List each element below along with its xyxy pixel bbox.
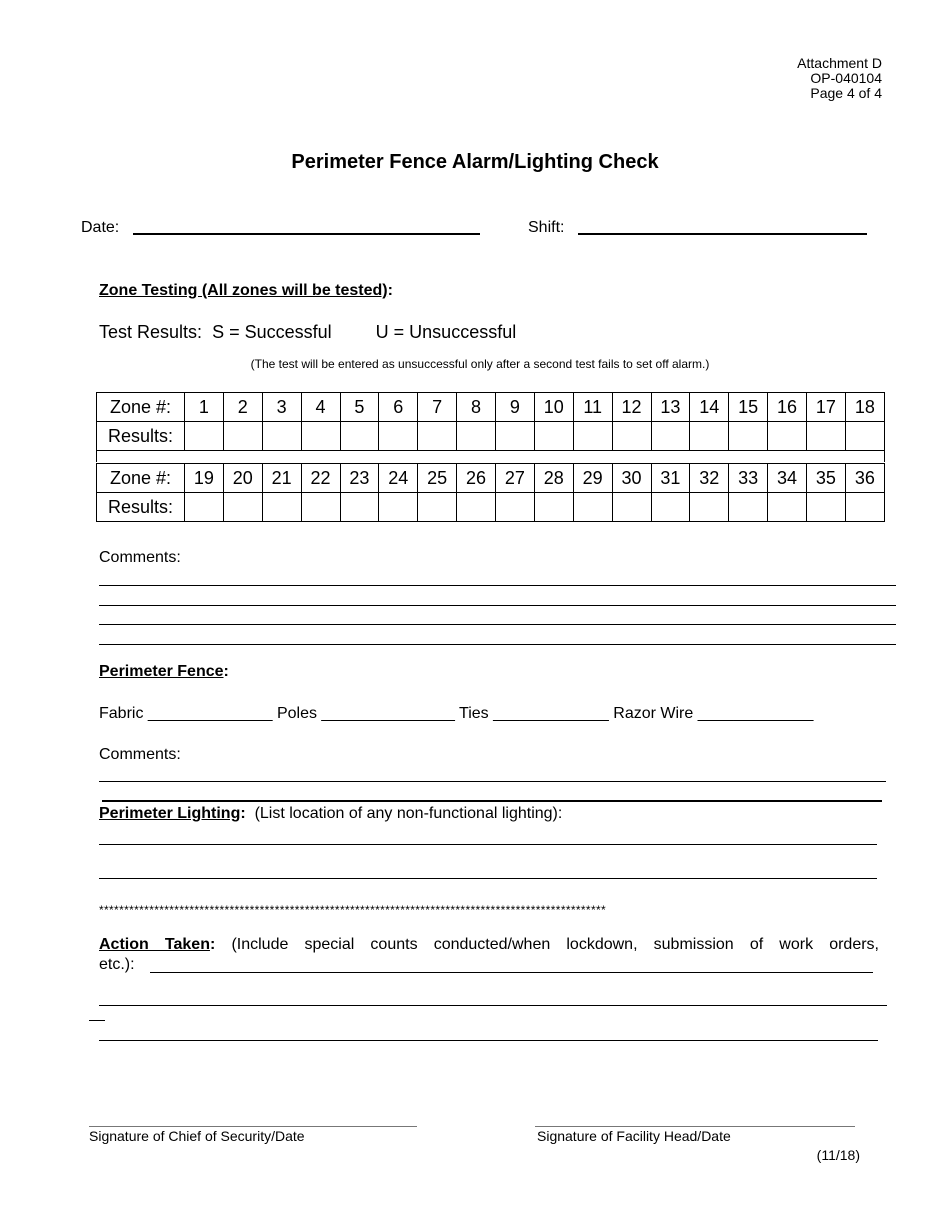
perimeter-lighting-heading: Perimeter Lighting: (List location of any non-functional lighting):: [99, 805, 563, 822]
comment-line[interactable]: [99, 644, 896, 645]
test-results-label: Test Results:: [99, 322, 203, 342]
op-number: OP-040104: [810, 70, 882, 86]
zone-number-row: [97, 464, 885, 493]
result-cell[interactable]: [301, 422, 340, 451]
result-cell[interactable]: [496, 493, 535, 522]
zone-number: 15: [729, 393, 768, 422]
zone-number: 4: [301, 393, 340, 422]
result-cell[interactable]: [457, 493, 496, 522]
fence-comments-label: Comments:: [99, 746, 181, 763]
zone-number: 18: [845, 393, 884, 422]
ties-field[interactable]: Ties _____________: [459, 705, 609, 722]
zone-number: 8: [457, 393, 496, 422]
result-cell[interactable]: [340, 493, 379, 522]
razor-wire-field[interactable]: Razor Wire _____________: [613, 705, 814, 722]
test-results-legend: [99, 322, 516, 343]
result-cell[interactable]: [185, 422, 224, 451]
zone-table-1: [96, 392, 885, 451]
zone-label: Zone #:: [97, 464, 185, 493]
date-field[interactable]: [133, 233, 480, 235]
result-cell[interactable]: [845, 493, 884, 522]
result-cell[interactable]: [496, 422, 535, 451]
result-cell[interactable]: [690, 422, 729, 451]
zone-number: 29: [573, 464, 612, 493]
zone-number: 14: [690, 393, 729, 422]
zone-number: 3: [262, 393, 301, 422]
result-cell[interactable]: [534, 422, 573, 451]
lighting-instruction: (List location of any non-functional lighting):: [254, 805, 563, 822]
zone-number: 27: [496, 464, 535, 493]
zone-number: 21: [262, 464, 301, 493]
result-cell[interactable]: [418, 422, 457, 451]
result-cell[interactable]: [185, 493, 224, 522]
zone-number: 9: [496, 393, 535, 422]
facility-head-signature-label: Signature of Facility Head/Date: [537, 1128, 731, 1144]
result-cell[interactable]: [379, 422, 418, 451]
comments-label: Comments:: [99, 549, 181, 566]
result-cell[interactable]: [729, 422, 768, 451]
document-header: [797, 56, 882, 101]
result-cell[interactable]: [379, 493, 418, 522]
result-cell[interactable]: [768, 493, 807, 522]
action-line[interactable]: [99, 1040, 878, 1041]
poles-field[interactable]: Poles _______________: [276, 705, 455, 722]
result-cell[interactable]: [340, 422, 379, 451]
table-spacer: [96, 450, 885, 462]
action-line[interactable]: [150, 972, 873, 973]
lighting-line[interactable]: [99, 878, 877, 879]
page-title: Perimeter Fence Alarm/Lighting Check: [291, 151, 659, 173]
lighting-line[interactable]: [99, 844, 877, 845]
zone-number: 33: [729, 464, 768, 493]
result-cell[interactable]: [651, 493, 690, 522]
date-label: Date:: [81, 219, 120, 236]
comment-line[interactable]: [99, 624, 896, 625]
results-label: Results:: [97, 493, 185, 522]
action-line-stub: [89, 1020, 105, 1021]
result-cell[interactable]: [845, 422, 884, 451]
zone-label: Zone #:: [97, 393, 185, 422]
unsuccessful-legend: U = Unsuccessful: [375, 322, 517, 342]
result-cell[interactable]: [223, 493, 262, 522]
zone-testing-heading: Zone Testing (All zones will be tested):: [99, 282, 393, 299]
test-note: (The test will be entered as unsuccessful only after a second test fails to set off alarm.): [250, 357, 710, 371]
zone-number: 22: [301, 464, 340, 493]
zone-number: 35: [807, 464, 846, 493]
fence-checklist: [99, 705, 813, 723]
zone-number: 12: [612, 393, 651, 422]
result-cell[interactable]: [690, 493, 729, 522]
shift-field[interactable]: [578, 233, 867, 235]
zone-number: 1: [185, 393, 224, 422]
zone-number: 6: [379, 393, 418, 422]
zone-number: 34: [768, 464, 807, 493]
result-cell[interactable]: [223, 422, 262, 451]
result-cell[interactable]: [729, 493, 768, 522]
result-cell[interactable]: [768, 422, 807, 451]
action-taken-line1: Action Taken: (Include special counts conducted/when lockdown, submission of work orders,: [99, 936, 879, 953]
comment-line[interactable]: [99, 605, 896, 606]
action-taken-line2: etc.):: [99, 956, 135, 973]
zone-number: 28: [534, 464, 573, 493]
zone-number: 26: [457, 464, 496, 493]
result-cell[interactable]: [807, 493, 846, 522]
zone-number: 7: [418, 393, 457, 422]
zone-number: 31: [651, 464, 690, 493]
result-cell[interactable]: [573, 422, 612, 451]
result-cell[interactable]: [418, 493, 457, 522]
revision-date: (11/18): [816, 1147, 860, 1163]
attachment-label: Attachment D: [797, 55, 882, 71]
results-label: Results:: [97, 422, 185, 451]
zone-number: 25: [418, 464, 457, 493]
facility-head-signature-line[interactable]: [535, 1126, 855, 1127]
zone-number: 23: [340, 464, 379, 493]
page-number: Page 4 of 4: [810, 85, 882, 101]
zone-number: 30: [612, 464, 651, 493]
result-cell[interactable]: [651, 422, 690, 451]
zone-number-row: [97, 393, 885, 422]
zone-number: 5: [340, 393, 379, 422]
shift-label: Shift:: [528, 219, 565, 236]
result-cell[interactable]: [457, 422, 496, 451]
zone-table-2: [96, 463, 885, 522]
zone-number: 13: [651, 393, 690, 422]
zone-number: 24: [379, 464, 418, 493]
zone-number: 16: [768, 393, 807, 422]
section-divider: [102, 800, 882, 802]
chief-signature-line[interactable]: [89, 1126, 417, 1127]
action-line[interactable]: [99, 1005, 887, 1006]
result-cell[interactable]: [262, 422, 301, 451]
result-cell[interactable]: [534, 493, 573, 522]
zone-number: 10: [534, 393, 573, 422]
star-divider: *****************************************************************************************************: [99, 903, 607, 917]
result-cell[interactable]: [301, 493, 340, 522]
zone-number: 19: [185, 464, 224, 493]
successful-legend: S = Successful: [212, 322, 332, 342]
zone-number: 2: [223, 393, 262, 422]
results-row: [97, 422, 885, 451]
result-cell[interactable]: [612, 422, 651, 451]
zone-number: 11: [573, 393, 612, 422]
perimeter-fence-heading: Perimeter Fence:: [99, 663, 229, 680]
zone-number: 32: [690, 464, 729, 493]
comment-line[interactable]: [99, 585, 896, 586]
result-cell[interactable]: [573, 493, 612, 522]
zone-number: 17: [807, 393, 846, 422]
action-taken-instruction: (Include special counts conducted/when lockdown, submission of work orders,: [231, 936, 879, 953]
fabric-field[interactable]: Fabric ______________: [99, 705, 273, 722]
results-row: [97, 493, 885, 522]
result-cell[interactable]: [807, 422, 846, 451]
zone-number: 36: [845, 464, 884, 493]
result-cell[interactable]: [612, 493, 651, 522]
result-cell[interactable]: [262, 493, 301, 522]
zone-number: 20: [223, 464, 262, 493]
chief-signature-label: Signature of Chief of Security/Date: [89, 1128, 305, 1144]
fence-comment-line[interactable]: [99, 781, 886, 782]
